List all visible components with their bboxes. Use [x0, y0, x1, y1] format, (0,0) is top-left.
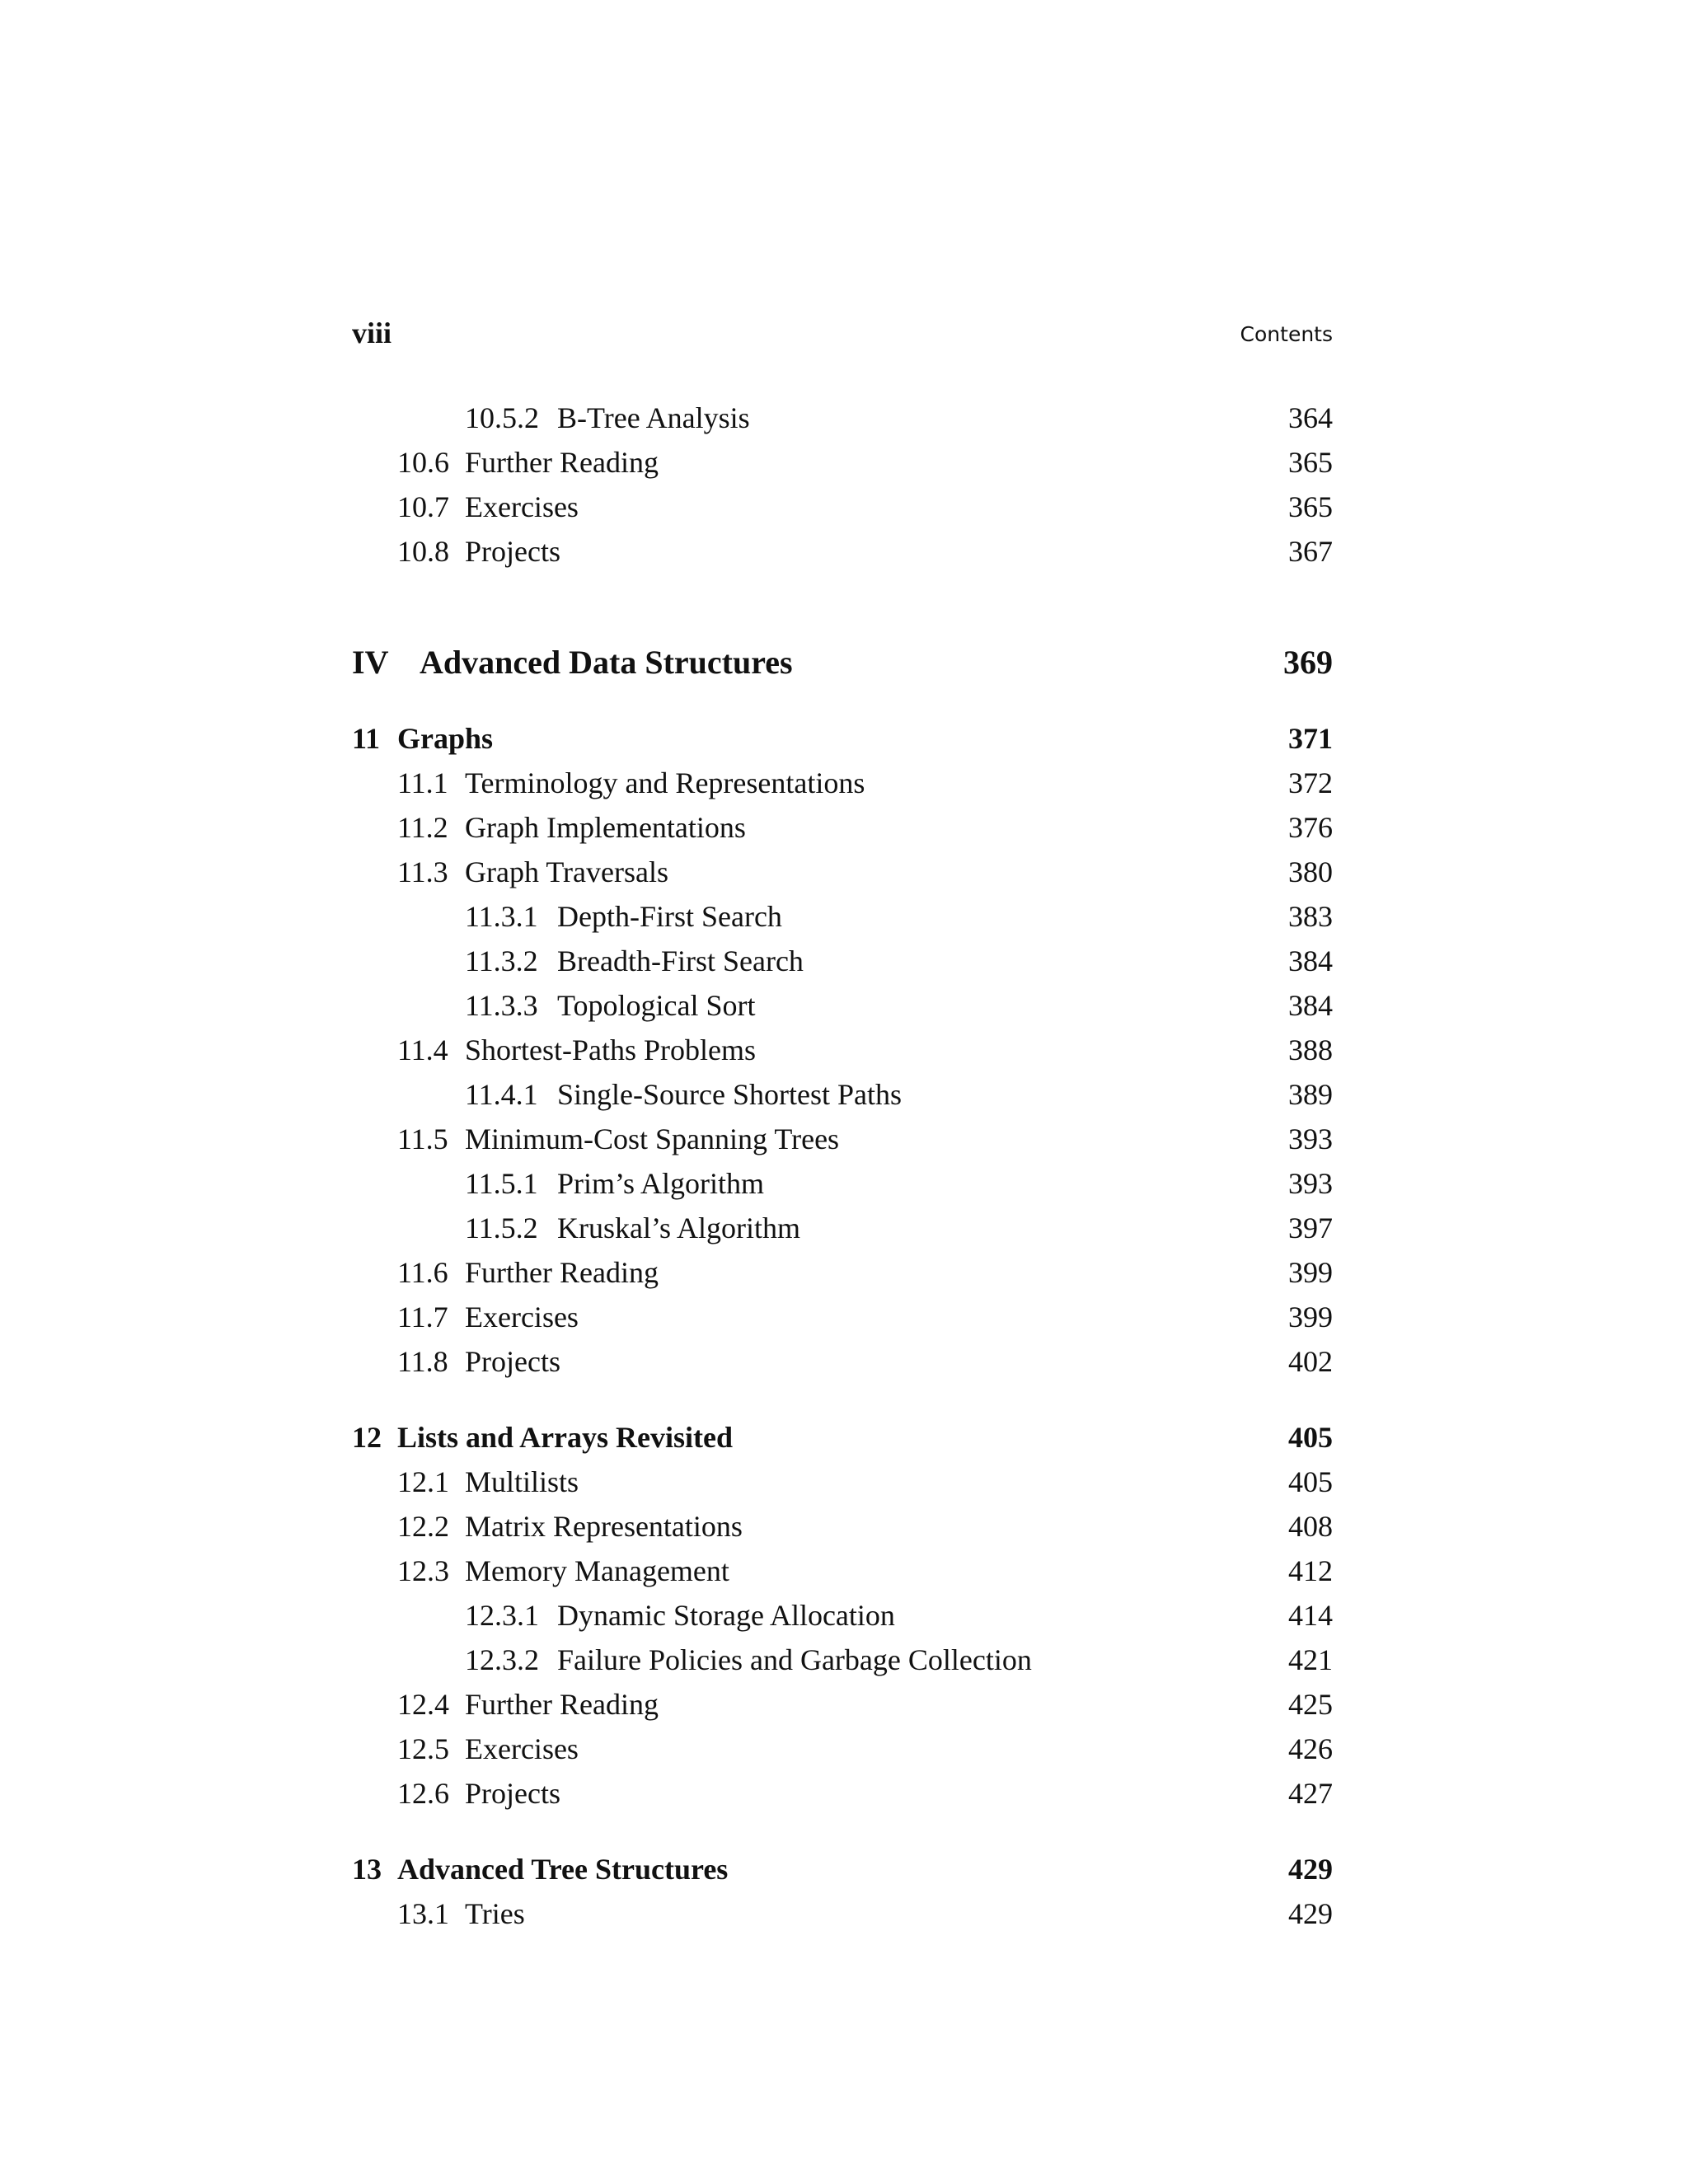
entry-number: 11.1 [397, 766, 448, 799]
entry-number: 10.6 [397, 446, 449, 479]
entry-title: Graphs [397, 722, 494, 755]
entry-page: 389 [1288, 1078, 1333, 1111]
toc-entry [352, 807, 1333, 848]
entry-title: Graph Traversals [465, 855, 668, 888]
entry-title: Minimum-Cost Spanning Trees [465, 1122, 840, 1155]
toc-entry [352, 1595, 1333, 1636]
entry-number: 11.3.3 [465, 989, 538, 1022]
entry-page: 371 [1288, 722, 1333, 755]
entry-page: 408 [1288, 1510, 1333, 1543]
entry-number: 11.3.1 [465, 900, 538, 933]
running-title: Contents [1240, 322, 1333, 346]
entry-page: 397 [1288, 1212, 1333, 1244]
entry-number: 12.3.2 [465, 1643, 539, 1676]
toc-entry [352, 640, 1333, 686]
entry-page: 384 [1288, 944, 1333, 977]
entry-number: 11.5.1 [465, 1167, 538, 1200]
entry-title: Further Reading [465, 446, 659, 479]
entry-page: 372 [1288, 766, 1333, 799]
entry-title: Breadth-First Search [557, 944, 804, 977]
entry-page: 383 [1288, 900, 1333, 933]
entry-page: 369 [1283, 644, 1333, 681]
entry-page: 367 [1288, 535, 1333, 568]
toc-entry [352, 1118, 1333, 1160]
entry-title: Further Reading [465, 1256, 659, 1289]
entry-number: 11.4.1 [465, 1078, 538, 1111]
entry-title: Topological Sort [557, 989, 756, 1022]
entry-title: Advanced Data Structures [420, 644, 793, 681]
entry-number: 11.6 [397, 1256, 448, 1289]
entry-number: IV [352, 644, 389, 681]
entry-page: 399 [1288, 1301, 1333, 1333]
toc-entry [352, 1639, 1333, 1680]
entry-title: Graph Implementations [465, 811, 746, 844]
entry-number: 12.4 [397, 1688, 449, 1721]
entry-title: B-Tree Analysis [557, 401, 750, 434]
entry-title: Shortest-Paths Problems [465, 1033, 757, 1066]
page-folio: viii [352, 316, 392, 349]
entry-page: 405 [1288, 1465, 1333, 1498]
entry-number: 12.3 [397, 1554, 449, 1587]
entry-number: 11.5.2 [465, 1212, 538, 1244]
entry-title: Memory Management [465, 1554, 729, 1587]
entry-number: 11.3.2 [465, 944, 538, 977]
toc-entry [352, 1074, 1333, 1115]
toc-entry [352, 1849, 1333, 1890]
toc-entry [352, 442, 1333, 483]
toc-entry [352, 1296, 1333, 1338]
entry-page: 388 [1288, 1033, 1333, 1066]
toc-entry [352, 1550, 1333, 1591]
toc-entry [352, 397, 1333, 438]
toc-entry [352, 1417, 1333, 1458]
entry-title: Single-Source Shortest Paths [557, 1078, 902, 1111]
entry-title: Kruskal’s Algorithm [557, 1212, 800, 1244]
entry-page: 393 [1288, 1167, 1333, 1200]
entry-title: Exercises [465, 1732, 579, 1765]
entry-title: Matrix Representations [465, 1510, 743, 1543]
entry-page: 429 [1288, 1897, 1333, 1930]
entry-number: 11.3 [397, 855, 448, 888]
entry-page: 405 [1288, 1421, 1333, 1454]
entry-page: 421 [1288, 1643, 1333, 1676]
entry-page: 402 [1288, 1345, 1333, 1378]
toc-entry [352, 1728, 1333, 1769]
entry-title: Projects [465, 535, 560, 568]
entry-number: 10.8 [397, 535, 449, 568]
toc-entry [352, 940, 1333, 982]
toc-entry [352, 1252, 1333, 1293]
toc-entry [352, 1461, 1333, 1502]
entry-title: Advanced Tree Structures [397, 1853, 729, 1886]
entry-page: 427 [1288, 1777, 1333, 1810]
toc-entry [352, 1506, 1333, 1547]
entry-page: 364 [1288, 401, 1333, 434]
entry-title: Failure Policies and Garbage Collection [557, 1643, 1032, 1676]
entry-page: 414 [1288, 1599, 1333, 1632]
entry-number: 11.7 [397, 1301, 448, 1333]
toc-entry [352, 1207, 1333, 1249]
entry-page: 412 [1288, 1554, 1333, 1587]
entry-page: 426 [1288, 1732, 1333, 1765]
entry-title: Tries [465, 1897, 525, 1930]
entry-title: Exercises [465, 490, 579, 523]
entry-page: 365 [1288, 446, 1333, 479]
entry-page: 376 [1288, 811, 1333, 844]
entry-title: Depth-First Search [557, 900, 782, 933]
entry-number: 12 [352, 1421, 382, 1454]
toc-entry [352, 531, 1333, 572]
entry-title: Dynamic Storage Allocation [557, 1599, 895, 1632]
entry-number: 11.4 [397, 1033, 448, 1066]
entry-number: 12.5 [397, 1732, 449, 1765]
entry-number: 12.3.1 [465, 1599, 539, 1632]
entry-number: 13.1 [397, 1897, 449, 1930]
toc-entry [352, 896, 1333, 937]
entry-title: Projects [465, 1777, 560, 1810]
entry-title: Lists and Arrays Revisited [397, 1421, 734, 1454]
toc-entry [352, 718, 1333, 759]
entry-number: 12.6 [397, 1777, 449, 1810]
entry-page: 399 [1288, 1256, 1333, 1289]
entry-page: 380 [1288, 855, 1333, 888]
entry-number: 11.5 [397, 1122, 448, 1155]
toc-entry [352, 851, 1333, 893]
toc-entry [352, 1893, 1333, 1934]
toc-entry [352, 1684, 1333, 1725]
entry-page: 425 [1288, 1688, 1333, 1721]
entry-number: 12.2 [397, 1510, 449, 1543]
toc-entry [352, 1341, 1333, 1382]
entry-title: Projects [465, 1345, 560, 1378]
entry-title: Further Reading [465, 1688, 659, 1721]
toc-entry [352, 1029, 1333, 1071]
entry-title: Multilists [465, 1465, 579, 1498]
entry-title: Terminology and Representations [465, 766, 865, 799]
entry-number: 12.1 [397, 1465, 449, 1498]
toc-entry [352, 486, 1333, 527]
entry-page: 429 [1288, 1853, 1333, 1886]
entry-number: 11.2 [397, 811, 448, 844]
entry-page: 393 [1288, 1122, 1333, 1155]
entry-title: Exercises [465, 1301, 579, 1333]
entry-title: Prim’s Algorithm [557, 1167, 765, 1200]
entry-page: 365 [1288, 490, 1333, 523]
toc-entry [352, 1773, 1333, 1814]
toc-entry [352, 985, 1333, 1026]
table-of-contents [352, 0, 1333, 2184]
toc-entry [352, 762, 1333, 804]
entry-number: 10.7 [397, 490, 449, 523]
entry-number: 11.8 [397, 1345, 448, 1378]
toc-entry [352, 1163, 1333, 1204]
entry-number: 13 [352, 1853, 382, 1886]
entry-number: 10.5.2 [465, 401, 539, 434]
entry-number: 11 [352, 722, 381, 755]
entry-page: 384 [1288, 989, 1333, 1022]
